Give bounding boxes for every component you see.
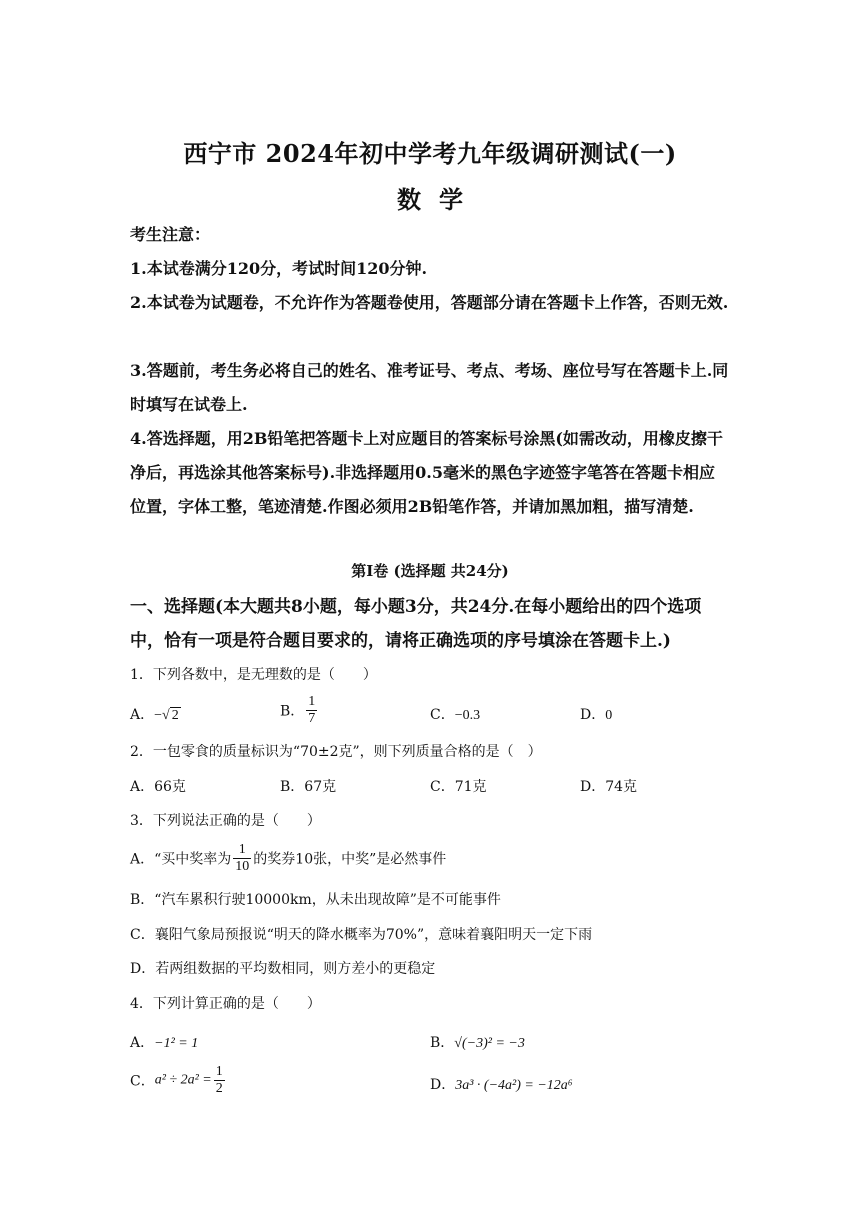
denominator: 2 [215,1081,223,1096]
numerator: 1 [233,842,251,859]
notice-heading: 考生注意： [130,225,211,244]
fraction [233,842,251,875]
question-1-option-a [130,704,181,724]
option-label: D． [580,707,606,723]
question-1-option-c [430,704,480,724]
notice-item-4: 4.答选择题，用2B铅笔把答题卡上对应题目的答案标号涂黑(如需改动，用橡皮擦干净后，再选涂其他答案标号).非选择题用0.5毫米的黑色字迹签字笔答在答题卡相应位置，字体工整，笔迹清楚.作图必须用2B铅笔作答，并请加黑加粗，描写清楚. [130,429,723,516]
option-a-prefix: A．“买中奖率为 [130,851,232,868]
option-label: A． [130,1035,155,1051]
denominator: 10 [235,859,250,874]
notice-item-1: 1.本试卷满分120分，考试时间120分钟. [130,259,428,278]
exam-title: 西宁市 2024年初中学考九年级调研测试(一) [183,139,677,168]
option-label: B． [280,703,305,720]
option-label: B． [430,1035,455,1051]
math-expression: −1² = 1 [154,1036,199,1051]
question-4-option-a [130,1032,198,1052]
question-3-option-c: C．襄阳气象局预报说“明天的降水概率为70%”，意味着襄阳明天一定下雨 [130,927,593,943]
option-label: C． [130,1073,155,1090]
question-2-option-d: D．74克 [580,779,638,795]
sqrt-expression: √ 2 [162,708,179,723]
question-2-stem: 2．一包零食的质量标识为“70±2克”，则下列质量合格的是（ ） [130,744,542,760]
math-expression: a² ÷ 2a² = [154,1072,212,1088]
denominator: 7 [308,711,316,726]
question-4-stem: 4．下列计算正确的是（ ） [130,996,321,1012]
notice-item-3: 3.答题前，考生务必将自己的姓名、准考证号、考点、考场、座位号写在答题卡上.同时填写在试卷上. [130,361,729,414]
fraction [306,694,317,727]
option-a-suffix: 的奖券10张，中奖”是必然事件 [253,851,447,868]
option-label: C． [430,707,455,723]
numerator: 1 [308,694,316,709]
question-2-option-b: B．67克 [280,779,337,795]
question-3-option-d: D．若两组数据的平均数相同，则方差小的更稳定 [130,961,436,977]
question-3-option-b: B．“汽车累积行驶10000km，从未出现故障”是不可能事件 [130,892,501,908]
option-label: D． [430,1077,456,1093]
question-3-option-a [130,842,446,875]
minus-sign: − [154,708,163,723]
question-4-option-c [130,1064,227,1097]
section-description: 一、选择题(本大题共8小题，每小题3分，共24分.在每小题给出的四个选项中，恰有一项是符合题目要求的，请将正确选项的序号填涂在答题卡上.) [130,597,702,651]
question-1-option-b [280,694,319,727]
question-2-option-a: A．66克 [130,779,186,795]
numerator: 1 [215,1064,223,1079]
fraction [214,1064,225,1097]
section-title: 第Ⅰ卷 (选择题 共24分) [351,562,509,580]
subject-title: 数学 [397,185,481,214]
question-1-option-d [580,704,612,724]
question-3-stem: 3．下列说法正确的是（ ） [130,813,321,829]
question-1-stem: 1．下列各数中，是无理数的是（ ） [130,667,377,683]
option-value: −0.3 [454,708,481,723]
option-value: 0 [605,708,613,723]
question-4-option-b [430,1032,525,1052]
option-label: A． [130,707,155,723]
math-expression: √(−3)² = −3 [454,1036,525,1051]
radicand: 2 [171,708,179,723]
question-2-option-c: C．71克 [430,779,487,795]
question-4-option-d [430,1074,573,1094]
notice-item-2: 2.本试卷为试题卷，不允许作为答题卷使用，答题部分请在答题卡上作答，否则无效. [130,293,729,312]
math-expression: 3a³ · (−4a²) = −12a⁶ [455,1078,573,1093]
